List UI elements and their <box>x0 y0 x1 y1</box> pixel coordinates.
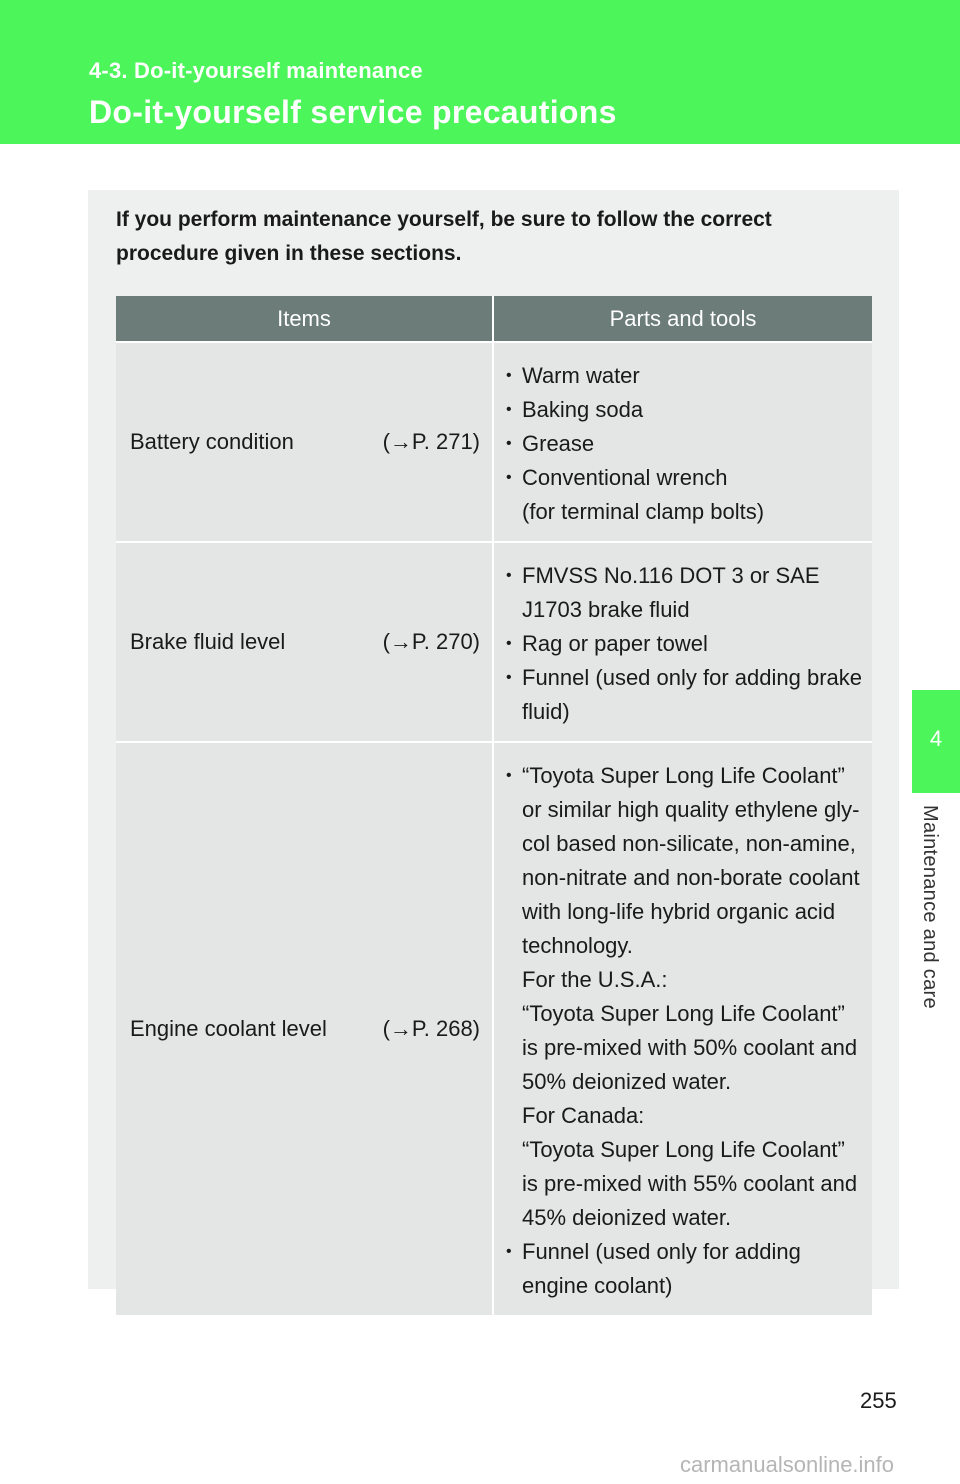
item-name: Engine coolant level <box>130 1016 327 1041</box>
parts-table <box>116 296 872 1315</box>
column-header-items: Items <box>116 296 493 342</box>
list-item: • Conventional wrench (for terminal clamp bolts) <box>506 461 864 529</box>
page-title: Do-it-yourself service precautions <box>89 94 617 130</box>
list-item: • Rag or paper towel <box>506 627 864 661</box>
item-cell <box>116 342 493 542</box>
page-reference: (→P. 268) <box>382 1016 480 1041</box>
header-banner <box>0 0 960 144</box>
list-item: • Warm water <box>506 359 864 393</box>
table-row <box>116 542 872 742</box>
list-item: • Grease <box>506 427 864 461</box>
tools-list <box>494 743 872 1315</box>
table-row <box>116 342 872 542</box>
chapter-label: Maintenance and care <box>919 805 941 1009</box>
item-cell <box>116 542 493 742</box>
item-cell <box>116 742 493 1315</box>
tools-cell <box>493 742 872 1315</box>
list-item: • Funnel (used only for adding brake fluid) <box>506 661 864 729</box>
section-label: 4-3. Do-it-yourself maintenance <box>89 58 423 83</box>
page-reference: (→P. 270) <box>382 629 480 654</box>
list-item: • Funnel (used only for adding engine coolant) <box>506 1235 864 1303</box>
chapter-number: 4 <box>929 726 943 751</box>
list-item: • FMVSS No.116 DOT 3 or SAE J1703 brake fluid <box>506 559 864 627</box>
tools-list <box>494 343 872 541</box>
list-item: • Baking soda <box>506 393 864 427</box>
column-header-parts: Parts and tools <box>493 296 872 342</box>
intro-text: If you perform maintenance yourself, be sure to follow the correct procedure given in these sections. <box>116 208 772 265</box>
page-reference: (→P. 271) <box>382 429 480 454</box>
table-header-row <box>116 296 872 342</box>
item-name: Brake fluid level <box>130 629 286 654</box>
tools-cell <box>493 542 872 742</box>
item-name: Battery condition <box>130 429 294 454</box>
tools-cell <box>493 342 872 542</box>
watermark: carmanualsonline.info <box>680 1452 895 1477</box>
page-number: 255 <box>860 1388 897 1413</box>
tools-list <box>494 543 872 741</box>
chapter-tab[interactable] <box>912 690 960 793</box>
list-item: • “Toyota Super Long Life Coolant” or similar high quality ethylene gly- col based non-silicate, non-amine, non-nitrate and non-borate coolant with long-life hybrid organic acid technology. For the U.S.A.: “Toyota Super Long Life Coolant” is pre-mixed with 50% coolant and 50% deionized water. For Canada: “Toyota Super Long Life Coolant” is pre-mixed with 55% coolant and 45% deionized water. <box>506 759 864 1235</box>
table-row <box>116 742 872 1315</box>
